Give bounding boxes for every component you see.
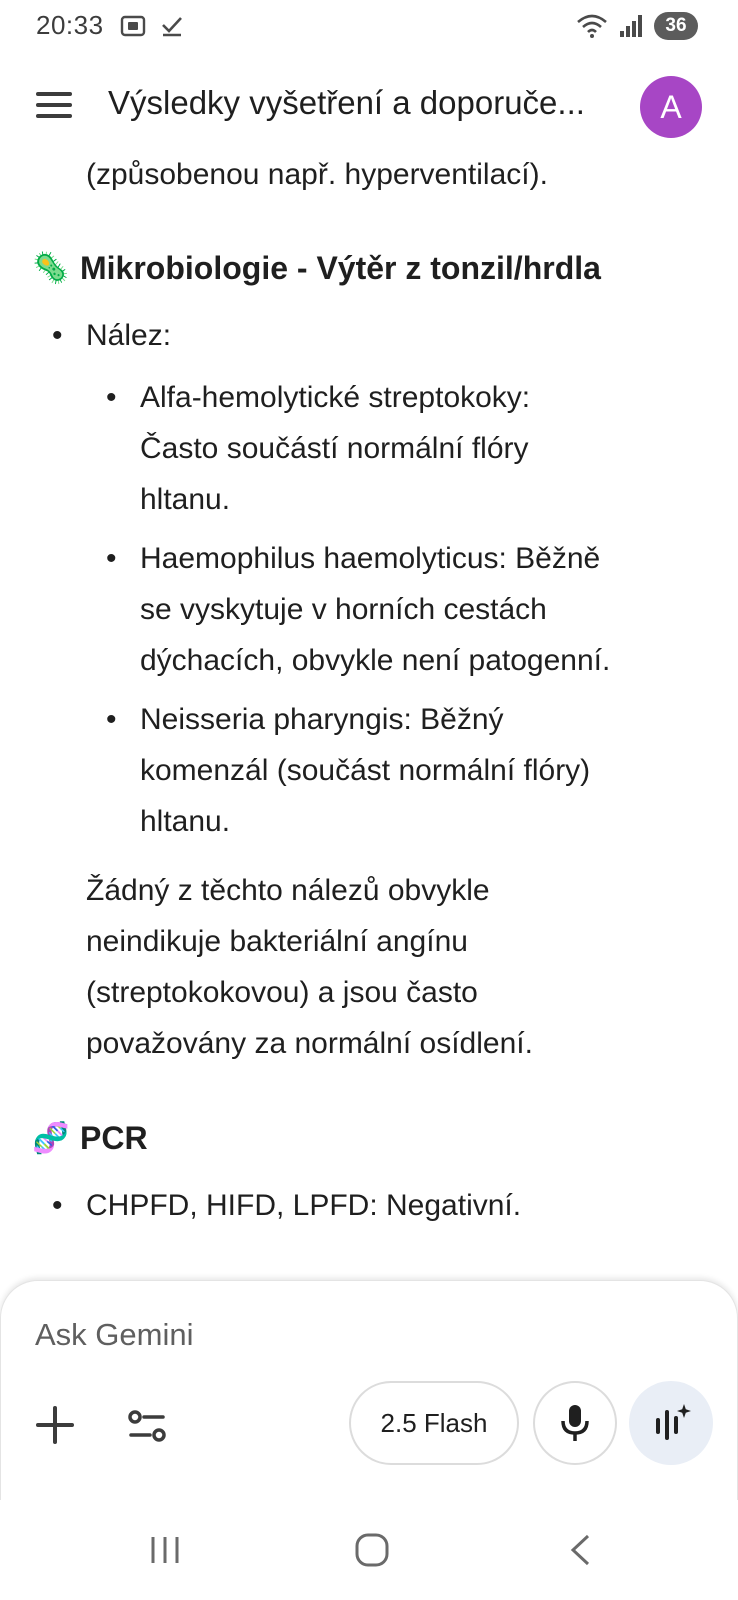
recent-apps-button[interactable] — [140, 1530, 190, 1570]
live-waveform-icon — [650, 1402, 692, 1444]
screenshot-icon — [120, 14, 146, 38]
item-line — [140, 745, 700, 796]
item-line: hltanu. — [140, 805, 231, 838]
microphone-button[interactable] — [533, 1381, 617, 1465]
partial-text-line: (způsobenou např. hyperventilací). — [86, 158, 548, 191]
live-mode-button[interactable] — [629, 1381, 713, 1465]
check-download-icon — [160, 14, 184, 38]
item-line: Často součástí normální flóry — [140, 432, 529, 465]
list-item: • CHPFD, HIFD, LPFD: Negativní. — [86, 1180, 521, 1231]
regular-text: v horních cestách — [303, 593, 547, 626]
status-system-icons — [576, 12, 698, 40]
prompt-panel — [0, 1280, 738, 1500]
section-title: Mikrobiologie - Výtěr z tonzil/hrdla — [80, 250, 601, 286]
bold-text: komenzál — [140, 754, 269, 787]
bold-text: se vyskytuje — [140, 593, 304, 626]
paragraph-line: neindikuje bakteriální angínu — [86, 925, 468, 958]
wifi-icon — [576, 13, 608, 39]
item-line: dýchacích, obvykle není patogenní. — [140, 644, 611, 677]
tools-icon[interactable] — [125, 1405, 169, 1449]
section-title: PCR — [80, 1120, 148, 1156]
chat-response — [0, 150, 738, 1280]
home-button[interactable] — [347, 1530, 397, 1570]
app-bar — [0, 60, 738, 150]
paragraph-line: (streptokokovou) a jsou často — [86, 976, 478, 1009]
item-line — [140, 584, 700, 635]
page-title: Výsledky vyšetření a doporuče... — [108, 84, 585, 121]
status-bar — [0, 0, 738, 56]
menu-icon[interactable] — [36, 92, 72, 118]
item-line: • Neisseria pharyngis: Běžný — [140, 703, 504, 736]
dna-icon: 🧬 — [32, 1122, 70, 1155]
section-heading-pcr — [32, 1120, 148, 1157]
system-navigation-bar — [0, 1500, 738, 1600]
home-icon — [354, 1532, 390, 1568]
list-item — [140, 372, 700, 525]
item-line: • Haemophilus haemolyticus: Běžně — [140, 542, 601, 575]
microbe-icon: 🦠 — [32, 252, 70, 285]
list-item — [140, 533, 700, 686]
paragraph-line: Žádný z těchto nálezů obvykle — [86, 874, 490, 907]
summary-paragraph — [86, 865, 686, 1069]
list-item — [140, 694, 700, 847]
recent-apps-icon — [148, 1535, 182, 1565]
paragraph-line: považovány za normální osídlení. — [86, 1027, 533, 1060]
model-selector-button[interactable]: 2.5 Flash — [349, 1381, 519, 1465]
back-icon — [568, 1533, 592, 1567]
back-button[interactable] — [555, 1530, 605, 1570]
section-heading-microbiology — [32, 250, 601, 287]
prompt-input[interactable] — [35, 1317, 635, 1353]
regular-text: (součást normální flóry) — [268, 754, 591, 787]
status-time: 20:33 — [36, 10, 104, 40]
status-notification-icons — [120, 14, 184, 38]
signal-icon — [618, 13, 644, 39]
item-line: • Alfa-hemolytické streptokoky: — [140, 381, 531, 414]
microphone-icon — [558, 1403, 592, 1443]
item-line: hltanu. — [140, 483, 231, 516]
avatar[interactable]: A — [640, 76, 702, 138]
add-icon[interactable] — [33, 1403, 77, 1447]
list-item-finding: • Nález: — [86, 310, 171, 361]
battery-icon: 36 — [654, 12, 698, 40]
